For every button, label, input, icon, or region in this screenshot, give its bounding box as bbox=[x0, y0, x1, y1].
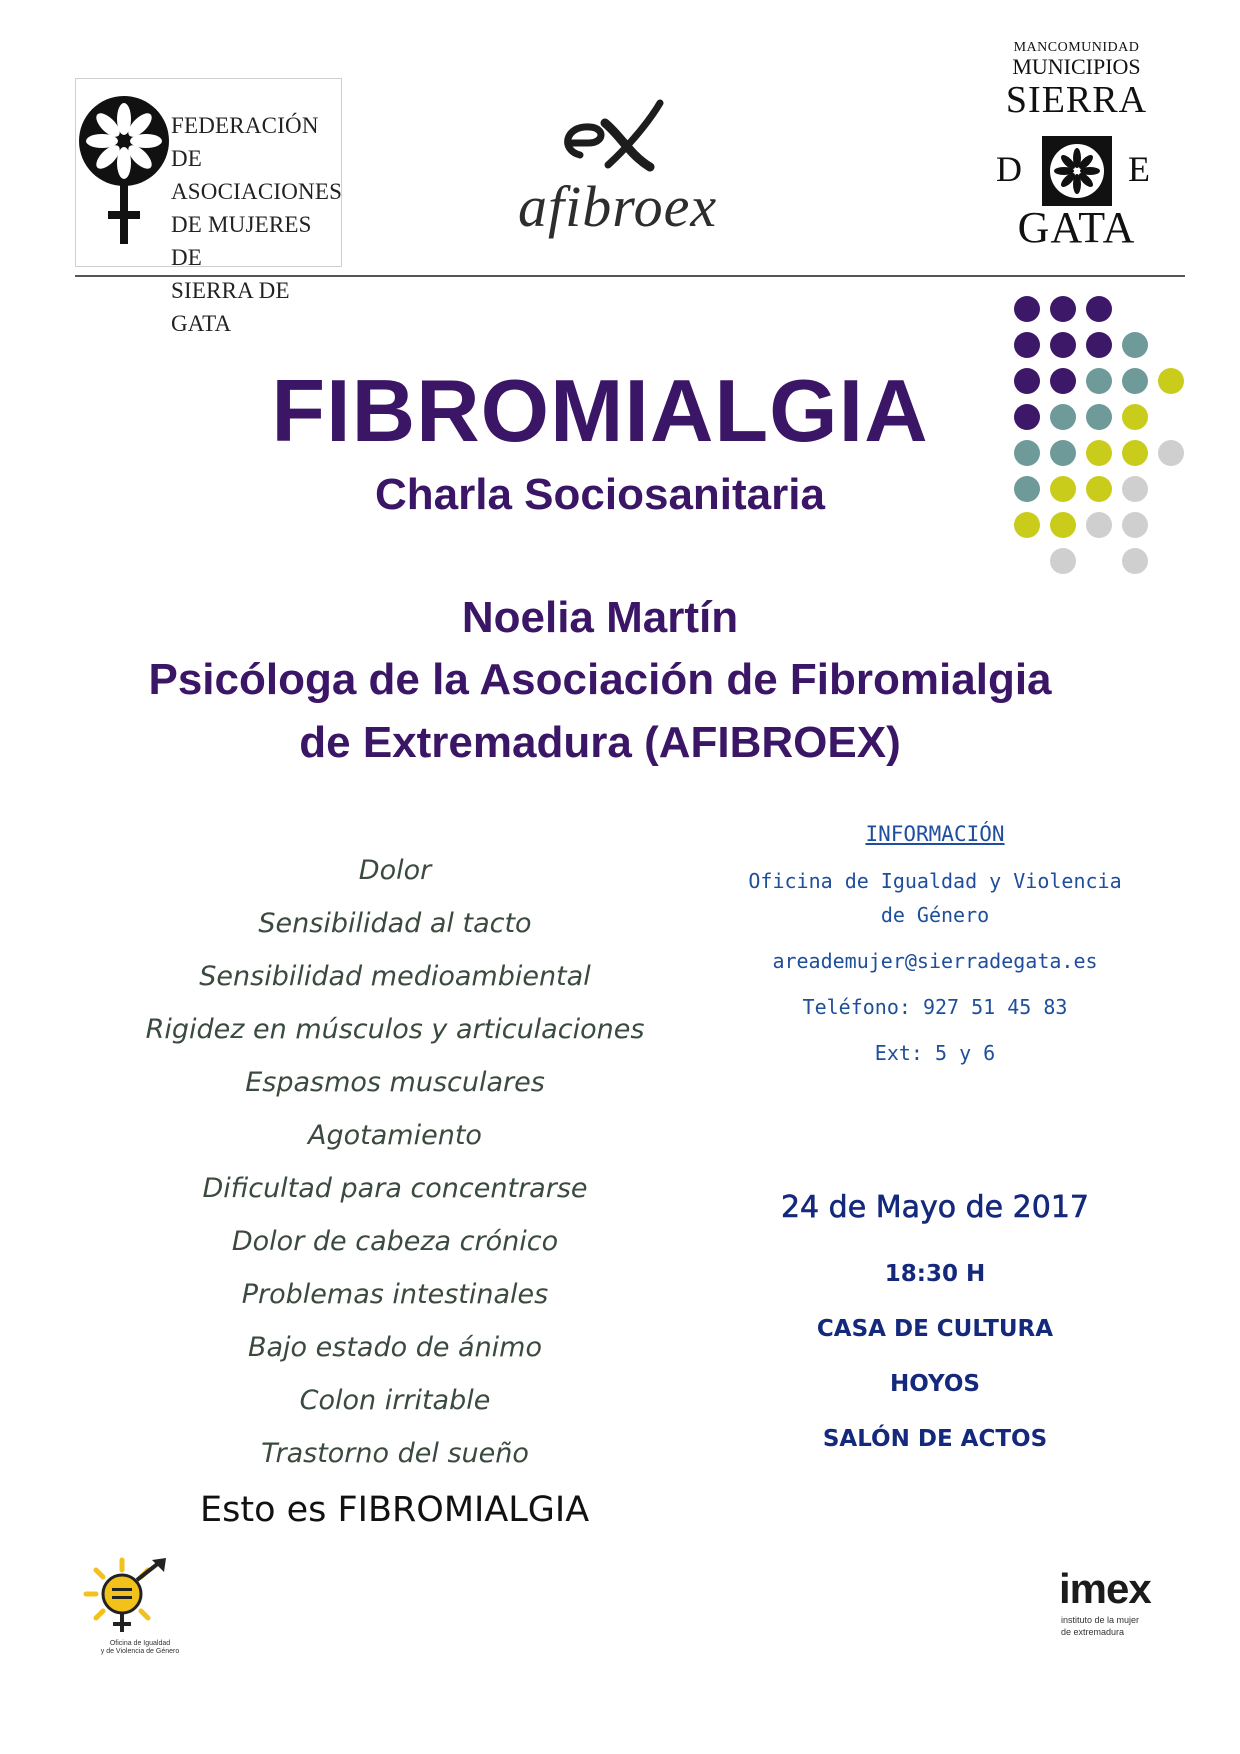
info-phone: Teléfono: 927 51 45 83 bbox=[802, 995, 1068, 1019]
federacion-line-4: SIERRA DE GATA bbox=[171, 278, 290, 336]
info-heading: INFORMACIÓN bbox=[865, 822, 1005, 846]
poster-title: FIBROMIALGIA bbox=[271, 361, 929, 460]
info-email-link[interactable]: areademujer@sierradegata.es bbox=[772, 949, 1098, 973]
decorative-dot bbox=[1122, 332, 1148, 358]
list-item: Dificultad para concentrarse bbox=[202, 1173, 588, 1204]
mancomunidad-letter-e: E bbox=[1128, 149, 1150, 189]
event-time: 18:30 H bbox=[884, 1261, 986, 1287]
speaker-role-line-1: Psicóloga de la Asociación de Fibromialgia bbox=[148, 655, 1052, 704]
list-item: Espasmos musculares bbox=[245, 1067, 545, 1098]
list-item: Dolor bbox=[358, 855, 432, 886]
decorative-dot bbox=[1086, 332, 1112, 358]
info-block bbox=[740, 822, 1130, 1070]
decorative-dot bbox=[1050, 548, 1076, 574]
afibroex-mark-icon bbox=[510, 95, 750, 185]
closing-statement: Esto es FIBROMIALGIA bbox=[200, 1490, 590, 1530]
header-divider bbox=[75, 275, 1185, 277]
federacion-line-1: FEDERACIÓN DE bbox=[171, 113, 319, 171]
afibroex-wordmark: afibroex bbox=[518, 174, 718, 239]
venus-flower-icon bbox=[76, 79, 171, 266]
decorative-dot bbox=[1050, 296, 1076, 322]
list-item: Bajo estado de ánimo bbox=[247, 1332, 543, 1363]
imex-caption-line-2: de extremadura bbox=[1061, 1627, 1125, 1637]
info-ext: Ext: 5 y 6 bbox=[874, 1041, 996, 1065]
list-item: Agotamiento bbox=[308, 1120, 482, 1151]
event-venue: CASA DE CULTURA bbox=[816, 1316, 1054, 1342]
federacion-logo bbox=[75, 78, 343, 336]
decorative-dot bbox=[1014, 296, 1040, 322]
mancomunidad-line-3: SIERRA bbox=[1005, 79, 1148, 121]
decorative-dot bbox=[1122, 548, 1148, 574]
list-item: Problemas intestinales bbox=[241, 1279, 549, 1310]
mancomunidad-line-1: MANCOMUNIDAD bbox=[1013, 40, 1140, 55]
mancomunidad-letter-d: D bbox=[996, 149, 1022, 189]
list-item: Colon irritable bbox=[299, 1385, 491, 1416]
list-item: Rigidez en músculos y articulaciones bbox=[145, 1014, 645, 1045]
federacion-line-3: DE MUJERES DE bbox=[171, 212, 312, 270]
afibroex-logo bbox=[510, 95, 750, 255]
igualdad-office-logo bbox=[80, 1556, 200, 1661]
speaker-role-line-2: de Extremadura (AFIBROEX) bbox=[299, 718, 901, 767]
event-town: HOYOS bbox=[890, 1371, 980, 1397]
imex-wordmark: imex bbox=[1059, 1565, 1151, 1612]
igualdad-office-caption bbox=[80, 1640, 200, 1656]
imex-logo bbox=[1055, 1565, 1165, 1645]
mancomunidad-line-2: MUNICIPIOS bbox=[1012, 54, 1141, 79]
imex-caption-line-1: instituto de la mujer bbox=[1061, 1615, 1140, 1625]
decorative-dot bbox=[1086, 296, 1112, 322]
mancomunidad-flower-icon bbox=[1042, 136, 1112, 206]
decorative-dot bbox=[1050, 332, 1076, 358]
event-date: 24 de Mayo de 2017 bbox=[780, 1190, 1090, 1225]
info-office-line-2: de Género bbox=[880, 903, 990, 927]
decorative-dot bbox=[1014, 332, 1040, 358]
info-office bbox=[740, 864, 1130, 932]
mancomunidad-line-5: GATA bbox=[1017, 203, 1136, 252]
list-item: Sensibilidad al tacto bbox=[258, 908, 532, 939]
list-item: Trastorno del sueño bbox=[261, 1438, 529, 1469]
symptom-list bbox=[110, 844, 680, 1480]
event-block bbox=[740, 1190, 1130, 1467]
info-office-line-1: Oficina de Igualdad y Violencia bbox=[748, 869, 1122, 893]
speaker-name: Noelia Martín bbox=[461, 593, 739, 642]
mancomunidad-logo bbox=[990, 36, 1163, 256]
poster-subtitle: Charla Sociosanitaria bbox=[375, 470, 825, 519]
federacion-line-2: ASOCIACIONES bbox=[171, 179, 343, 204]
igualdad-caption-line-1: Oficina de Igualdad bbox=[109, 1640, 171, 1647]
list-item: Sensibilidad medioambiental bbox=[199, 961, 591, 992]
federacion-text bbox=[171, 109, 342, 340]
igualdad-caption-line-2: y de Violencia de Género bbox=[100, 1648, 180, 1655]
list-item: Dolor de cabeza crónico bbox=[231, 1226, 559, 1257]
gender-equality-sun-icon bbox=[80, 1556, 200, 1640]
event-room: SALÓN DE ACTOS bbox=[822, 1426, 1048, 1452]
